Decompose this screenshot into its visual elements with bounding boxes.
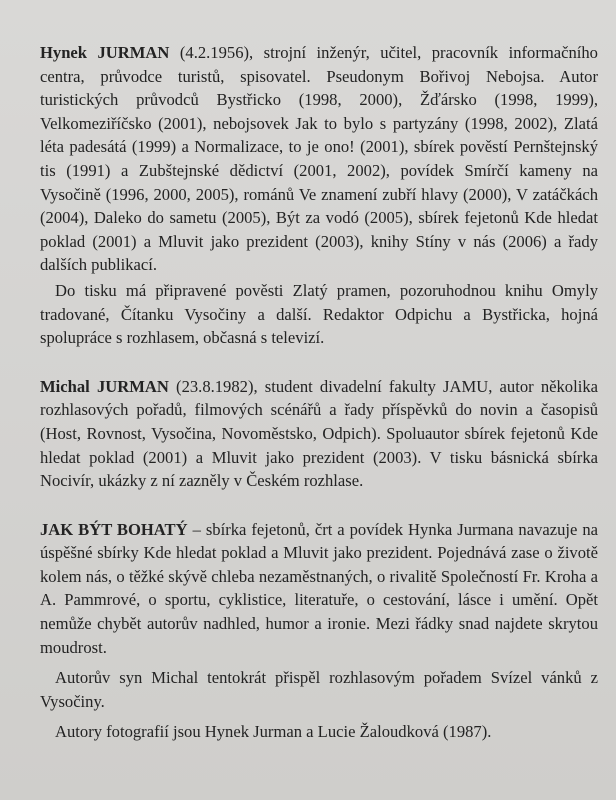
book-description xyxy=(40,518,598,660)
author-name-hynek: Hynek JURMAN xyxy=(40,43,170,62)
author-note-hynek: Do tisku má připravené pověsti Zlatý pramen, pozoruhodnou knihu Omyly tradované, Čítanku Vysočiny a další. Redaktor Odpichu a Bystřicka, hojná spolupráce s rozhlasem, občasná s televizí. xyxy=(40,280,598,348)
author-bio-hynek xyxy=(40,41,598,277)
author-bio-michal-text: (23.8.1982), student divadelní fakulty JAMU, autor několika rozhlasových pořadů, filmových scénářů a řady příspěvků do novin a časopisů (Host, Rovnost, Vysočina, Novoměstsko, Odpich). Spoluautor sbírek fejetonů Kde hledat poklad (2001) a Mluvit jako prezident (2003). V tisku básnická sbírka Nocivír, ukázky z ní zazněly v Českém rozhlase. xyxy=(40,376,598,491)
author-bio-hynek-text: (4.2.1956), strojní inženýr, učitel, pracovník informačního centra, průvodce turistů, spisovatel. Pseudonym Bořivoj Nebojsa. Autor turistických průvodců Bystřicko (1998, 2000), Žďársko (1998, 1999), Velkomeziříčsko (2001), nebojsovek Jak to bylo s partyzány (1998, 2002), Zlatá léta padesátá (1999) a Normalizace, to je ono! (2001), sbírek pověstí Pernštejnský tis (1991) a Zubštejnské dědictví (2001, 2002), povídek Smírčí kameny na Vysočině (1996, 2000, 2005), románů Ve znamení zubří hlavy (2000), V zatáčkách (2004), Daleko do sametu (2005), Být za vodó (2005), sbírek fejetonů Kde hledat poklad (2001) a Mluvit jako prezident (2003), knihy Stíny v nás (2006) a řady dalších publikací. xyxy=(40,43,598,275)
author-bio-michal xyxy=(40,375,598,493)
author-name-michal: Michal JURMAN xyxy=(40,376,169,396)
book-description-text: – sbírka fejetonů, črt a povídek Hynka Jurmana navazuje na úspěšné sbírky Kde hledat poklad a Mluvit jako prezident. Pojednává zase o životě kolem nás, o těžké skývě chleba nezaměstnaných, o rivalitě Společností Fr. Kroha a A. Pammrové, o sportu, cyklistice, literatuře, o cestování, lásce i umění. Opět nemůže chybět autorův nadhled, humor a ironie. Mezi řádky snad najdete skrytou moudrost. xyxy=(40,519,598,657)
book-title: JAK BÝT BOHATÝ xyxy=(40,519,188,539)
photo-credits: Autory fotografií jsou Hynek Jurman a Lucie Žaloudková (1987). xyxy=(55,722,492,742)
book-note-michal: Autorův syn Michal tentokrát přispěl rozhlasovým pořadem Svízel vánků z Vysočiny. xyxy=(40,668,598,711)
